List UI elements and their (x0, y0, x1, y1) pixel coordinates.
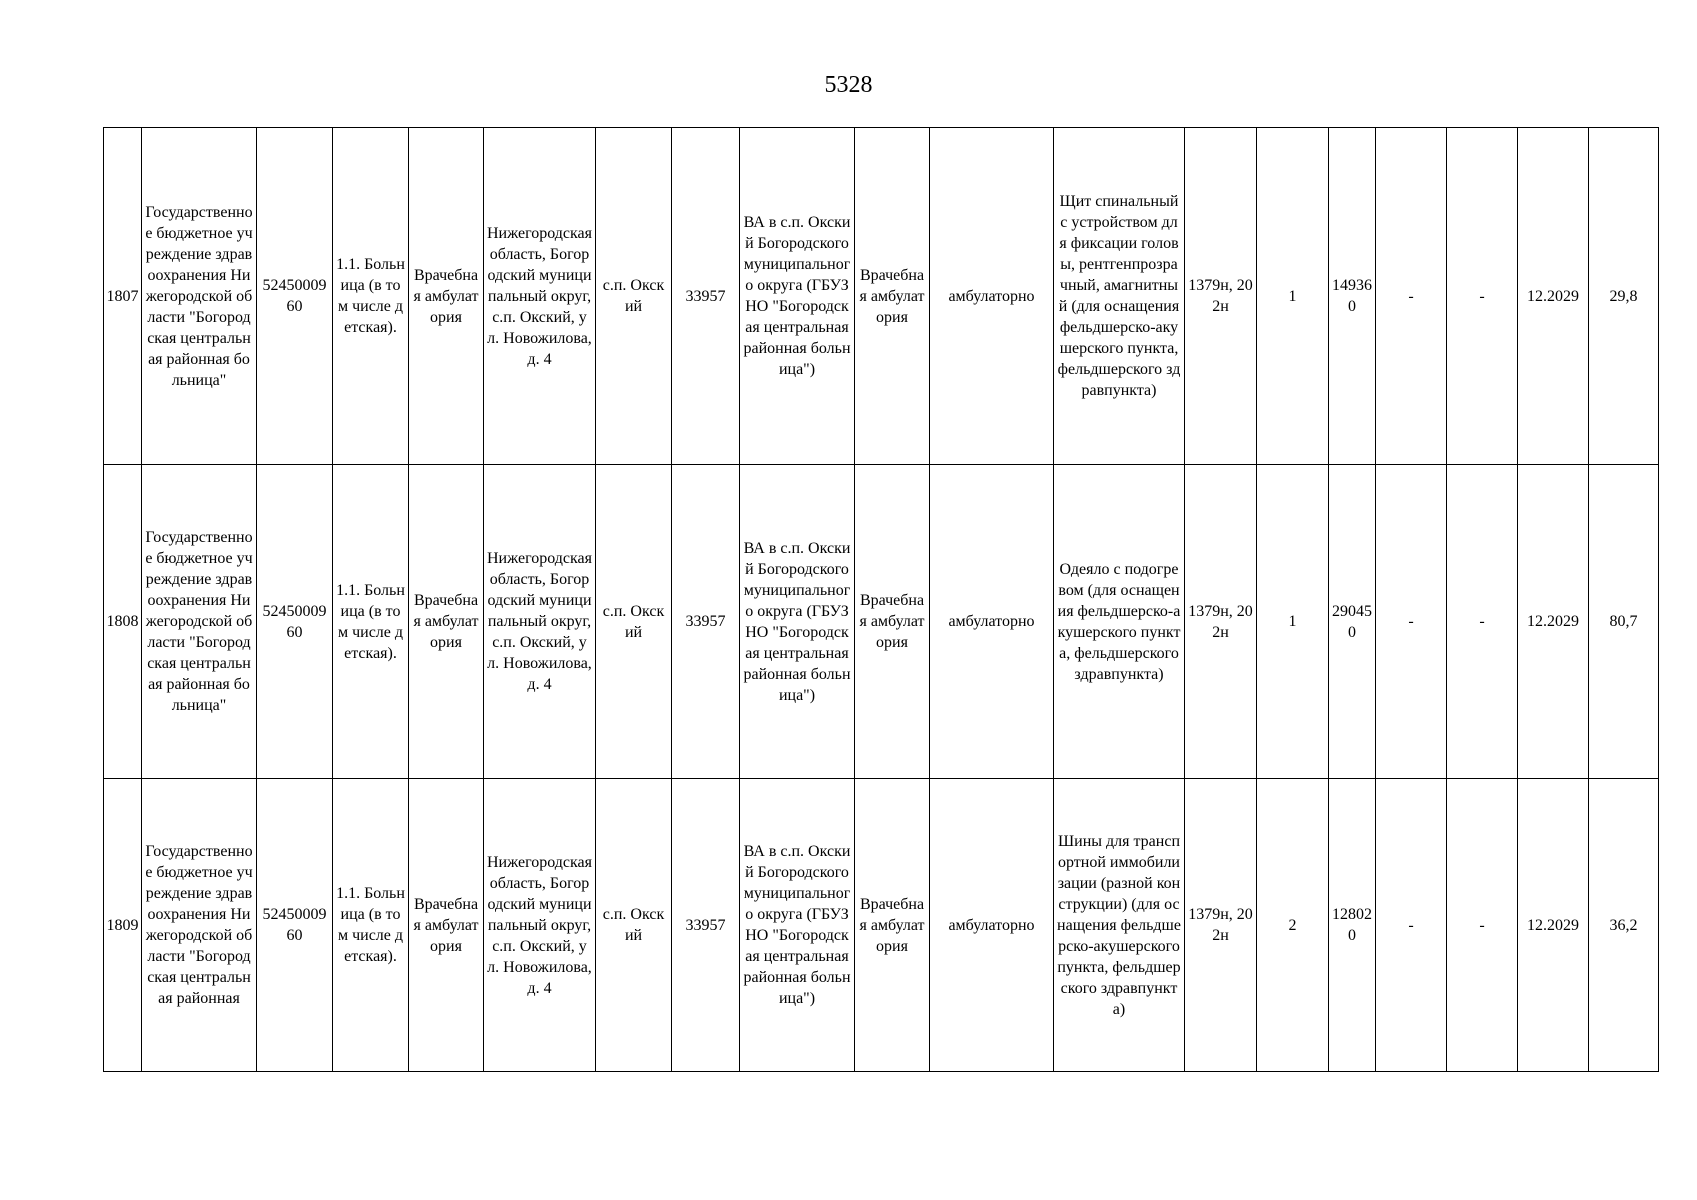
quantity: 2 (1257, 779, 1329, 1072)
row-number: 1807 (104, 128, 142, 465)
care-type: амбулаторно (930, 128, 1054, 465)
empty-value: - (1447, 779, 1518, 1072)
nkmi-code: 290450 (1329, 465, 1376, 779)
order-ref: 1379н, 202н (1185, 779, 1257, 1072)
nkmi-code: 149360 (1329, 128, 1376, 465)
row-number: 1809 (104, 779, 142, 1072)
unit-name-secondary: Врачебная амбулатория (855, 779, 930, 1072)
row-number: 1808 (104, 465, 142, 779)
address: Нижегородская область, Богородский муниципальный округ, с.п. Окский, ул. Новожилова, д. 4 (484, 779, 596, 1072)
equipment-name: Одеяло с подогревом (для оснащения фельдшерско-акушерского пункта, фельдшерского здравпункта) (1054, 465, 1185, 779)
settlement: с.п. Окский (596, 128, 672, 465)
facility-name: ВА в с.п. Окский Богородского муниципального округа (ГБУЗ НО "Богородская центральная районная больница") (740, 465, 855, 779)
settlement: с.п. Окский (596, 465, 672, 779)
facility-type: 1.1. Больница (в том числе детская). (333, 465, 409, 779)
organization-code: 5245000960 (257, 779, 333, 1072)
organization-code: 5245000960 (257, 465, 333, 779)
facility-name: ВА в с.п. Окский Богородского муниципального округа (ГБУЗ НО "Богородская центральная районная больница") (740, 779, 855, 1072)
delivery-date: 12.2029 (1518, 128, 1589, 465)
care-type: амбулаторно (930, 779, 1054, 1072)
empty-value: - (1447, 465, 1518, 779)
price: 36,2 (1589, 779, 1659, 1072)
unit-name-secondary: Врачебная амбулатория (855, 128, 930, 465)
care-type: амбулаторно (930, 465, 1054, 779)
organization-name: Государственное бюджетное учреждение здравоохранения Нижегородской области "Богородская центральная районная (142, 779, 257, 1072)
page-number: 5328 (824, 72, 873, 98)
address: Нижегородская область, Богородский муниципальный округ, с.п. Окский, ул. Новожилова, д. 4 (484, 465, 596, 779)
nkmi-code: 128020 (1329, 779, 1376, 1072)
equipment-registry-table (103, 127, 1659, 1072)
organization-name: Государственное бюджетное учреждение здравоохранения Нижегородской области "Богородская центральная районная больница" (142, 128, 257, 465)
equipment-name: Шины для транспортной иммобилизации (разной конструкции) (для оснащения фельдшерско-акушерского пункта, фельдшерского здравпункта) (1054, 779, 1185, 1072)
empty-value: - (1376, 465, 1447, 779)
address: Нижегородская область, Богородский муниципальный округ, с.п. Окский, ул. Новожилова, д. 4 (484, 128, 596, 465)
empty-value: - (1447, 128, 1518, 465)
price: 80,7 (1589, 465, 1659, 779)
quantity: 1 (1257, 465, 1329, 779)
settlement: с.п. Окский (596, 779, 672, 1072)
oktmo-code: 33957 (672, 779, 740, 1072)
unit-name: Врачебная амбулатория (409, 465, 484, 779)
unit-name: Врачебная амбулатория (409, 779, 484, 1072)
empty-value: - (1376, 779, 1447, 1072)
oktmo-code: 33957 (672, 465, 740, 779)
order-ref: 1379н, 202н (1185, 465, 1257, 779)
oktmo-code: 33957 (672, 128, 740, 465)
quantity: 1 (1257, 128, 1329, 465)
equipment-name: Щит спинальный с устройством для фиксации головы, рентгенпрозрачный, амагнитный (для оснащения фельдшерско-акушерского пункта, фельдшерского здравпункта) (1054, 128, 1185, 465)
price: 29,8 (1589, 128, 1659, 465)
unit-name-secondary: Врачебная амбулатория (855, 465, 930, 779)
empty-value: - (1376, 128, 1447, 465)
facility-type: 1.1. Больница (в том числе детская). (333, 779, 409, 1072)
order-ref: 1379н, 202н (1185, 128, 1257, 465)
facility-type: 1.1. Больница (в том числе детская). (333, 128, 409, 465)
table-row (104, 128, 1659, 465)
organization-name: Государственное бюджетное учреждение здравоохранения Нижегородской области "Богородская центральная районная больница" (142, 465, 257, 779)
unit-name: Врачебная амбулатория (409, 128, 484, 465)
facility-name: ВА в с.п. Окский Богородского муниципального округа (ГБУЗ НО "Богородская центральная районная больница") (740, 128, 855, 465)
table-row (104, 779, 1659, 1072)
organization-code: 5245000960 (257, 128, 333, 465)
delivery-date: 12.2029 (1518, 465, 1589, 779)
table-row (104, 465, 1659, 779)
delivery-date: 12.2029 (1518, 779, 1589, 1072)
